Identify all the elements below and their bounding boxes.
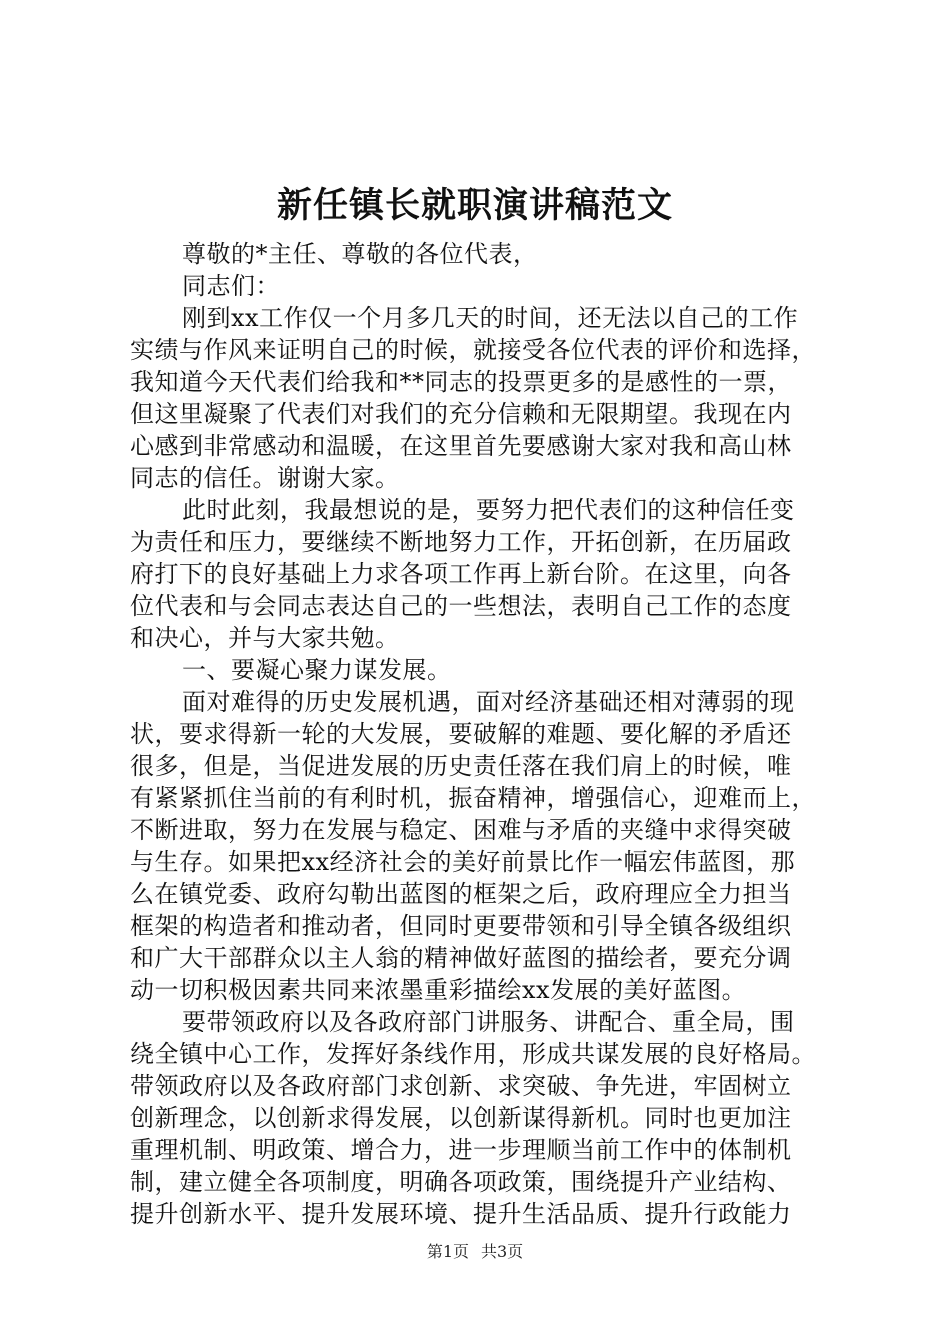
body-line: 绕全镇中心工作，发挥好条线作用，形成共谋发展的良好格局。	[130, 1040, 816, 1068]
body-line: 同志的信任。谢谢大家。	[130, 464, 400, 492]
body-line: 和决心，并与大家共勉。	[130, 624, 400, 652]
body-line: 很多，但是，当促进发展的历史责任落在我们肩上的时候，唯	[130, 752, 792, 780]
body-line: 制，建立健全各项制度，明确各项政策，围绕提升产业结构、	[130, 1168, 792, 1196]
body-line: 动一切积极因素共同来浓墨重彩描绘xx发展的美好蓝图。	[130, 976, 747, 1004]
body-line: 但这里凝聚了代表们对我们的充分信赖和无限期望。我现在内	[130, 400, 792, 428]
body-line: 么在镇党委、政府勾勒出蓝图的框架之后，政府理应全力担当	[130, 880, 792, 908]
body-line: 带领政府以及各政府部门求创新、求突破、争先进，牢固树立	[130, 1072, 792, 1100]
page-total: 共3页	[481, 1242, 524, 1261]
body-line: 府打下的良好基础上力求各项工作再上新台阶。在这里，向各	[130, 560, 792, 588]
body-line: 状，要求得新一轮的大发展，要破解的难题、要化解的矛盾还	[130, 720, 792, 748]
body-line: 框架的构造者和推动者，但同时更要带领和引导全镇各级组织	[130, 912, 792, 940]
body-line: 心感到非常感动和温暖，在这里首先要感谢大家对我和高山林	[130, 432, 792, 460]
body-line: 尊敬的*主任、尊敬的各位代表，	[182, 240, 538, 268]
body-line: 提升创新水平、提升发展环境、提升生活品质、提升行政能力	[130, 1200, 792, 1228]
body-line: 同志们：	[182, 272, 280, 300]
body-line: 刚到xx工作仅一个月多几天的时间，还无法以自己的工作	[182, 304, 799, 332]
body-line: 位代表和与会同志表达自己的一些想法，表明自己工作的态度	[130, 592, 792, 620]
body-line: 要带领政府以及各政府部门讲服务、讲配合、重全局，围	[182, 1008, 795, 1036]
body-line: 有紧紧抓住当前的有利时机，振奋精神，增强信心，迎难而上，	[130, 784, 816, 812]
section-heading: 一、要凝心聚力谋发展。	[182, 656, 452, 684]
body-line: 面对难得的历史发展机遇，面对经济基础还相对薄弱的现	[182, 688, 795, 716]
body-line: 为责任和压力，要继续不断地努力工作，开拓创新，在历届政	[130, 528, 792, 556]
page-footer	[0, 1241, 950, 1263]
document-body	[130, 238, 832, 1230]
body-line: 此时此刻，我最想说的是，要努力把代表们的这种信任变	[182, 496, 795, 524]
body-line: 实绩与作风来证明自己的时候，就接受各位代表的评价和选择，	[130, 336, 816, 364]
body-line: 创新理念，以创新求得发展，以创新谋得新机。同时也更加注	[130, 1104, 792, 1132]
body-line: 与生存。如果把xx经济社会的美好前景比作一幅宏伟蓝图，那	[130, 848, 796, 876]
body-line: 不断进取，努力在发展与稳定、困难与矛盾的夹缝中求得突破	[130, 816, 792, 844]
page-number: 第1页	[426, 1242, 469, 1261]
body-line: 重理机制、明政策、增合力，进一步理顺当前工作中的体制机	[130, 1136, 792, 1164]
body-line: 和广大干部群众以主人翁的精神做好蓝图的描绘者，要充分调	[130, 944, 792, 972]
body-line: 我知道今天代表们给我和**同志的投票更多的是感性的一票，	[130, 368, 792, 396]
document-title: 新任镇长就职演讲稿范文	[276, 185, 673, 226]
